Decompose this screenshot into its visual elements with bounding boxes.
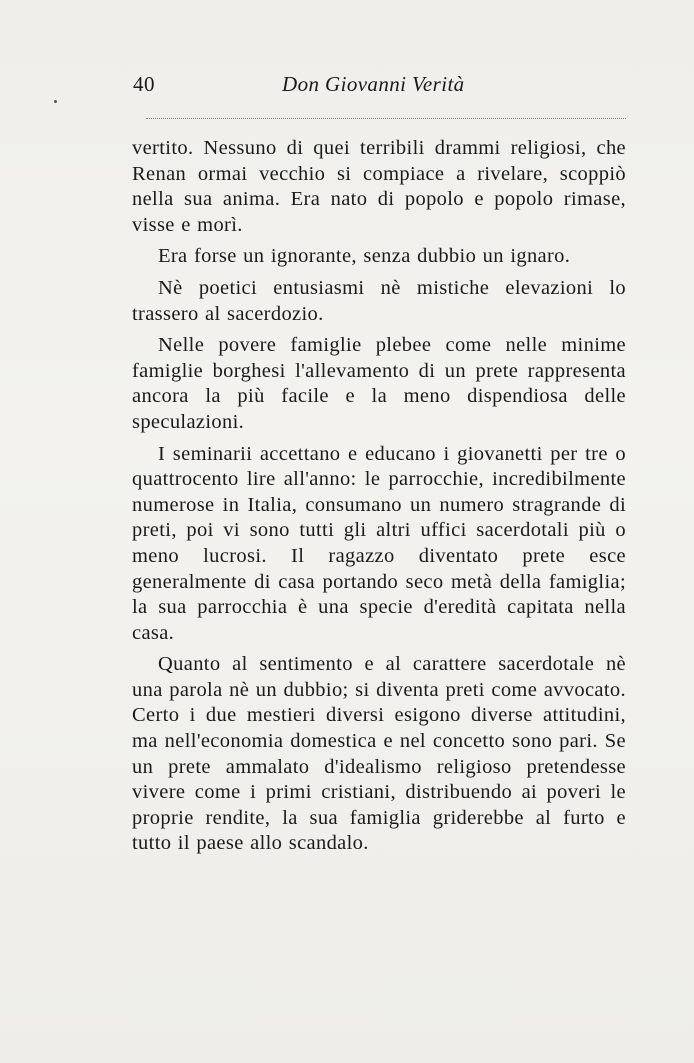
paragraph: I seminarii accettano e educano i giovanetti per tre o quattrocento lire all'anno: le parrocchie, incredibilmente numerose in Italia, consumano un numero stragrande di preti, poi vi sono tutti gli altri uffici sacerdotali più o meno lucrosi. Il ragazzo diventato prete esce generalmente di casa portando seco metà della famiglia; la sua parrocchia è una specie d'eredità capitata nella casa. [132, 442, 626, 644]
header-divider [146, 118, 626, 119]
running-title: Don Giovanni Verità [282, 72, 465, 96]
paragraph: Nelle povere famiglie plebee come nelle minime famiglie borghesi l'allevamento di un prete rappresenta ancora la più facile e la meno dispendiosa delle speculazioni. [132, 334, 626, 433]
paragraph: Era forse un ignorante, senza dubbio un ignaro. [158, 245, 571, 268]
paragraph: Quanto al sentimento e al carattere sacerdotale nè una parola nè un dubbio; si diventa preti come avvocato. Certo i due mestieri diversi esigono diverse attitudini, ma nell'economia domestica e nel concetto sono pari. Se un prete ammalato d'idealismo religioso pretendesse vivere come i primi cristiani, distribuendo ai poveri le proprie rendite, la sua famiglia griderebbe al furto e tutto il paese allo scandalo. [132, 653, 626, 855]
paragraph: Nè poetici entusiasmi nè mistiche elevazioni lo trassero al sacerdozio. [132, 276, 626, 325]
page-header [0, 72, 694, 112]
page-number: 40 [133, 72, 155, 96]
body-text [132, 136, 626, 863]
paragraph-continuation: vertito. Nessuno di quei terribili drammi religiosi, che Renan ormai vecchio si compiace a rivelare, scoppiò nella sua anima. Era nato di popolo e popolo rimase, visse e morì. [132, 137, 626, 236]
